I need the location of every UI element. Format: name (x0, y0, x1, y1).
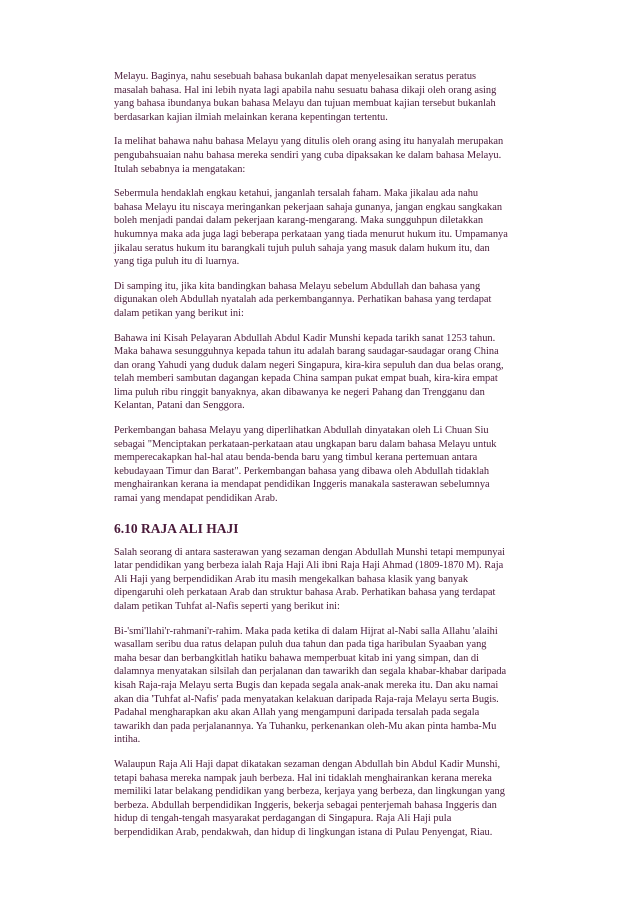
paragraph: Di samping itu, jika kita bandingkan bahasa Melayu sebelum Abdullah dan bahasa yang digunakan oleh Abdullah nyatalah ada perkembangannya. Perhatikan bahasa yang terdapat dalam petikan yang berikut ini: (114, 280, 492, 319)
section-heading: 6.10 RAJA ALI HAJI (114, 520, 239, 536)
paragraph: Salah seorang di antara sasterawan yang sezaman dengan Abdullah Munshi tetapi mempunyai latar pendidikan yang berbeza ialah Raja Haji Ali ibni Raja Haji Ahmad (1809-1870 M). Raja Ali Haji yang berpendidikan Arab itu masih mengekalkan bahasa klasik yang banyak dipengaruhi oleh perkataan Arab dan struktur bahasa Arab. Perhatikan bahasa yang terdapat dalam petikan Tuhfat al-Nafis seperti yang berikut ini: (114, 546, 505, 612)
paragraph: Perkembangan bahasa Melayu yang diperlihatkan Abdullah dinyatakan oleh Li Chuan Siu sebagai "Menciptakan perkataan-perkataan atau ungkapan baru dalam bahasa Melayu untuk memperecakapkan hal-hal atau benda-benda baru yang timbul kerana pertemuan antara kebudayaan Timur dan Barat". Perkembangan bahasa yang dibawa oleh Abdullah tidaklah menghairankan kerana ia mendapat pendidikan Inggeris manakala sasterawan sebelumnya ramai yang mendapat pendidikan Arab. (114, 425, 497, 505)
quote-paragraph: Bi-'smi'llahi'r-rahmani'r-rahim. Maka pada ketika di dalam Hijrat al-Nabi salla Allahu 'alaihi wasallam seribu dua ratus delapan puluh dua tahun dan pada tiga haribulan Syaaban yang maha besar dan berbangkitlah hatiku bahawa memperbuat kitab ini yang simpan, dan di dalamnya menyatakan silsilah dan perjalanan dan tawarikh dan segala khabar-khabar daripada kisah Raja-raja Melayu serta Bugis dan kepada segala anak-anak mereka itu. Dan aku namai akan dia 'Tuhfat al-Nafis' pada menyatakan kelakuan daripada Raja-raja Melayu serta Bugis. Padahal mengharapkan aku akan Allah yang mengampuni daripada tersalah pada segala tawarikh dan pada perjalanannya. Ya Tuhanku, perkenankan oleh-Mu akan pinta hamba-Mu intiha. (114, 625, 507, 746)
paragraph: Melayu. Baginya, nahu sesebuah bahasa bukanlah dapat menyelesaikan seratus peratus masalah bahasa. Hal ini lebih nyata lagi apabila nahu sesuatu bahasa dikaji oleh orang asing yang bahasa ibundanya bukan bahasa Melayu dan tujuan membuat kajian tersebut bukanlah berdasarkan kajian ilmiah melainkan kerana kepentingan tertentu. (114, 71, 497, 123)
paragraph: Ia melihat bahawa nahu bahasa Melayu yang ditulis oleh orang asing itu hanyalah merupakan pengubahsuaian nahu bahasa mereka sendiri yang cuba dipaksakan ke dalam bahasa Melayu. Itulah sebabnya ia mengatakan: (114, 136, 504, 175)
paragraph: Walaupun Raja Ali Haji dapat dikatakan sezaman dengan Abdullah bin Abdul Kadir Munshi, tetapi bahasa mereka nampak jauh berbeza. Hal ini tidaklah menghairankan kerana mereka memiliki latar belakang pendidikan yang berbeza, kerjaya yang berbeza, dan lingkungan yang berbeza. Abdullah berpendidikan Inggeris, bekerja sebagai penterjemah bahasa Inggeris dan hidup di tengah-tengah masyarakat perdagangan di Singapura. Raja Ali Haji pula berpendidikan Arab, pendakwah, dan hidup di lingkungan istana di Pulau Penyengat, Riau. (114, 758, 505, 838)
quote-paragraph: Bahawa ini Kisah Pelayaran Abdullah Abdul Kadir Munshi kepada tarikh sanat 1253 tahun. Maka bahawa sesungguhnya kepada tahun itu adalah barang saudagar-saudagar orang China dan orang Yahudi yang duduk dalam negeri Singapura, kira-kira sepuluh dan dua belas orang, telah memberi sambutan dagangan kepada China sampan pukat empat buah, kira-kira empat lima puluh ribu ringgit banyaknya, akan dibawanya ke negeri Pahang dan Trengganu dan Kelantan, Patani dan Senggora. (114, 332, 504, 412)
quote-paragraph: Sebermula hendaklah engkau ketahui, janganlah tersalah faham. Maka jikalau ada nahu bahasa Melayu itu niscaya meringankan pekerjaan sahaja gunanya, jangan engkau sangkakan boleh menjadi pandai dalam pekerjaan karang-mengarang. Maka sungguhpun diletakkan hukumnya maka ada juga lagi beberapa perkataan yang tiada menurut hukum itu. Umpamanya jikalau seratus hukum itu barangkali tujuh puluh sahaja yang masuk dalam hukum itu, dan yang tiga puluh itu di luarnya. (114, 188, 508, 268)
